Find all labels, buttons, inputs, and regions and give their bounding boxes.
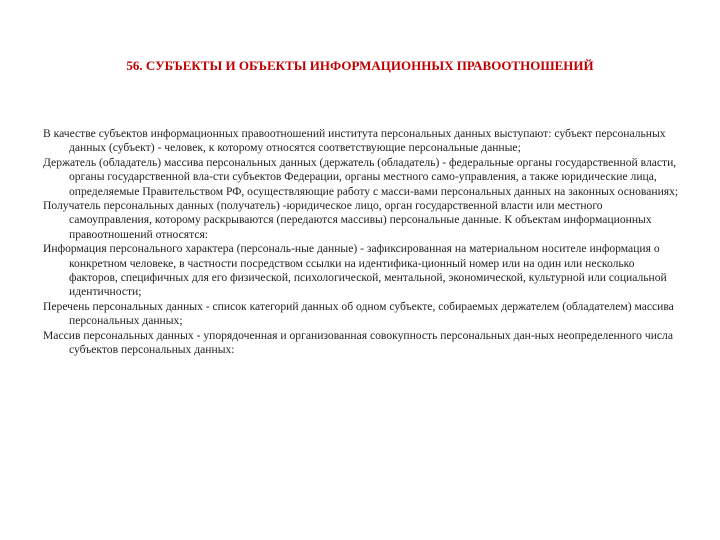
paragraph-subjects: В качестве субъектов информационных правоотношений института персональных данных выступают: субъект персональных данных (субъект) - человек, к которому относятся соответствующие персональные данные; [43, 127, 666, 155]
paragraph-holder: Держатель (обладатель) массива персональных данных (держатель (обладатель) - федеральные органы государственной власти, органы государственной вла-сти субъектов Федерации, органы местного само-управления, а также юридические лица, определяемые Правительством РФ, осуществляющие работу с масси-вами персональных данных на законных основаниях; [43, 155, 679, 198]
paragraph-personal-info: Информация персонального характера (персональ-ные данные) - зафиксированная на материальном носителе информация о конкретном человеке, в частности посредством ссылки на идентифика-ционный номер или на один или несколько факторов, специфичных для его физической, психологической, ментальной, экономической, культурной или социальной идентичности; [43, 242, 667, 299]
slide-body [43, 127, 683, 358]
paragraph-data-array: Массив персональных данных - упорядоченная и организованная совокупность персональных дан-ных неопределенного числа субъектов персональных данных: [43, 328, 673, 357]
slide-title: 56. СУБЪЕКТЫ И ОБЪЕКТЫ ИНФОРМАЦИОННЫХ ПРАВООТНОШЕНИЙ [126, 58, 594, 73]
paragraph-recipient: Получатель персональных данных (получатель) -юридическое лицо, орган государственной власти или местного самоуправления, которому раскрываются (передаются массивы) персональные данные. К объектам информационных правоотношений относятся: [43, 199, 652, 241]
paragraph-data-list: Перечень персональных данных - список категорий данных об одном субъекте, собираемых держателем (обладателем) массива персональных данных; [43, 299, 674, 328]
